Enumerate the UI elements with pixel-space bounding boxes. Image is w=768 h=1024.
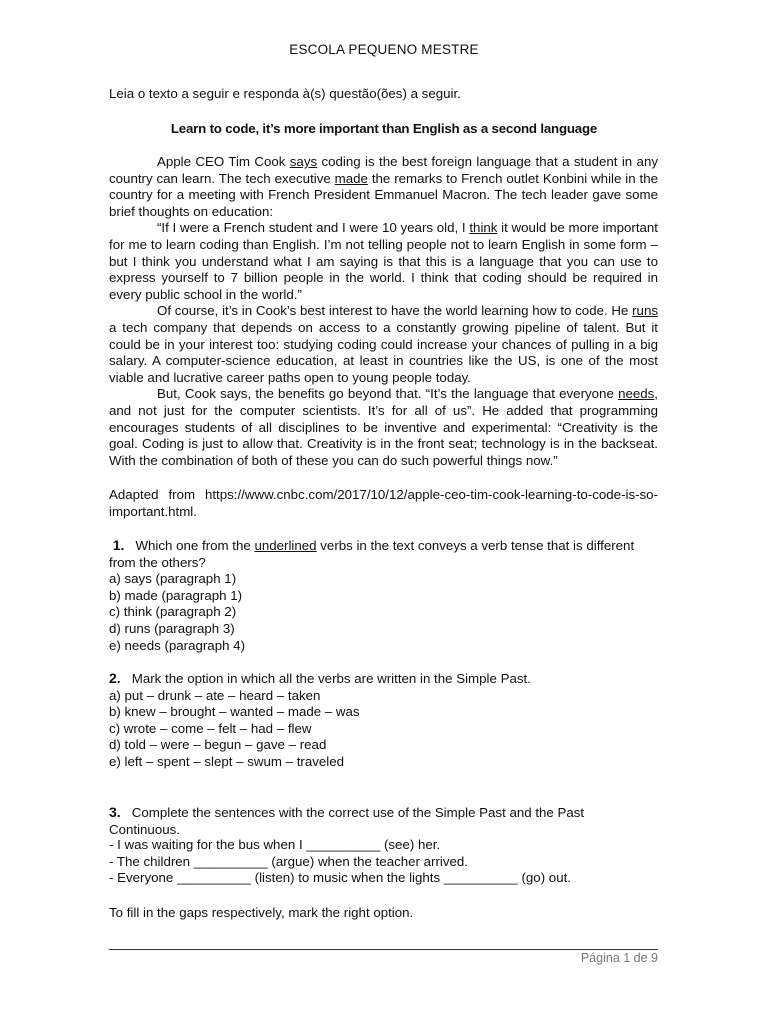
question-2 xyxy=(109,670,658,771)
question-3-instruction: To fill in the gaps respectively, mark the right option. xyxy=(109,905,414,920)
gap-fill-sentences xyxy=(109,837,658,887)
gap-sentence: - Everyone __________ (listen) to music when the lights __________ (go) out. xyxy=(109,870,571,886)
source-line: important.html. xyxy=(109,503,197,519)
article-paragraph-4: But, Cook says, the benefits go beyond that. “It’s the language that everyone needs, and not just for the computer scientists. It’s for all of us”. He added that programming encourages students of all disciplines to be inventive and experimental: “Creativity is the goal. Coding is just to allow that. Creativity is in the front seat; technology is in the backseat. With the combination of both of these you can do such powerful things now.” xyxy=(109,386,658,468)
underlined-verb: think xyxy=(469,220,498,236)
answer-option[interactable]: b) made (paragraph 1) xyxy=(109,587,243,603)
question-number: 1. xyxy=(112,537,125,553)
question-3-prompt: Complete the sentences with the correct use of the Simple Past and the Past Continuous. xyxy=(109,805,585,837)
answer-option[interactable]: c) wrote – come – felt – had – flew xyxy=(109,720,312,736)
answer-option[interactable]: e) left – spent – slept – swum – traveled xyxy=(109,753,345,769)
instruction-text: Leia o texto a seguir e responda à(s) questão(ões) a seguir. xyxy=(109,86,461,101)
question-1-prompt: 1. Which one from the underlined verbs in the text conveys a verb tense that is different from the others? xyxy=(109,537,635,570)
underlined-verb: says xyxy=(289,154,318,169)
article-paragraph-2: “If I were a French student and I were 10 years old, I think it would be more important for me to learn coding than English. I’m not telling people not to learn English in some form – but I think you understand what I am saying is that this is a language that you can use to express yourself to 7 billion people in the world. I think that coding should be required in every public school in the world.” xyxy=(109,220,659,302)
answer-option[interactable]: b) knew – brought – wanted – made – was xyxy=(109,704,360,720)
answer-option[interactable]: a) says (paragraph 1) xyxy=(109,571,237,587)
source-line: Adapted from https://www.cnbc.com/2017/10/12/apple-ceo-tim-cook-learning-to-code-is-so- xyxy=(109,487,658,502)
answer-option[interactable]: e) needs (paragraph 4) xyxy=(109,637,246,653)
gap-sentence: - The children __________ (argue) when the teacher arrived. xyxy=(109,853,468,869)
source-citation xyxy=(109,487,658,520)
article-paragraph-3: Of course, it’s in Cook’s best interest to have the world learning how to code. He runs a tech company that depends on access to a constantly growing pipeline of talent. But it could be in your interest too: studying coding could increase your chances of pulling in a big salary. A computer-science education, at least in countries like the US, is one of the most viable and lucrative career paths open to young people today. xyxy=(109,303,658,385)
answer-option[interactable]: a) put – drunk – ate – heard – taken xyxy=(109,687,321,703)
question-number: 2. xyxy=(109,670,121,686)
school-header: ESCOLA PEQUENO MESTRE xyxy=(289,42,479,57)
page-number: Página 1 de 9 xyxy=(580,951,658,965)
underlined-verb: made xyxy=(334,170,368,186)
article-title: Learn to code, it’s more important than English as a second language xyxy=(170,121,598,136)
article-paragraph-1: Apple CEO Tim Cook says coding is the best foreign language that a student in any country can learn. The tech executive made the remarks to French outlet Konbini while in the country for a meeting with French President Emmanuel Macron. The tech leader gave some brief thoughts on education: xyxy=(109,154,659,219)
answer-option[interactable]: d) told – were – begun – gave – read xyxy=(109,737,327,753)
question-1 xyxy=(109,537,658,654)
article-body xyxy=(109,154,658,469)
gap-sentence: - I was waiting for the bus when I __________ (see) her. xyxy=(109,837,441,852)
question-2-prompt: 2. Mark the option in which all the verbs are written in the Simple Past. xyxy=(109,670,531,686)
underlined-verb: runs xyxy=(632,303,658,319)
question-number: 3. xyxy=(109,804,121,820)
answer-option[interactable]: c) think (paragraph 2) xyxy=(109,604,237,620)
answer-option[interactable]: d) runs (paragraph 3) xyxy=(109,620,235,636)
question-3 xyxy=(109,804,658,838)
underlined-verb: needs xyxy=(618,386,655,402)
